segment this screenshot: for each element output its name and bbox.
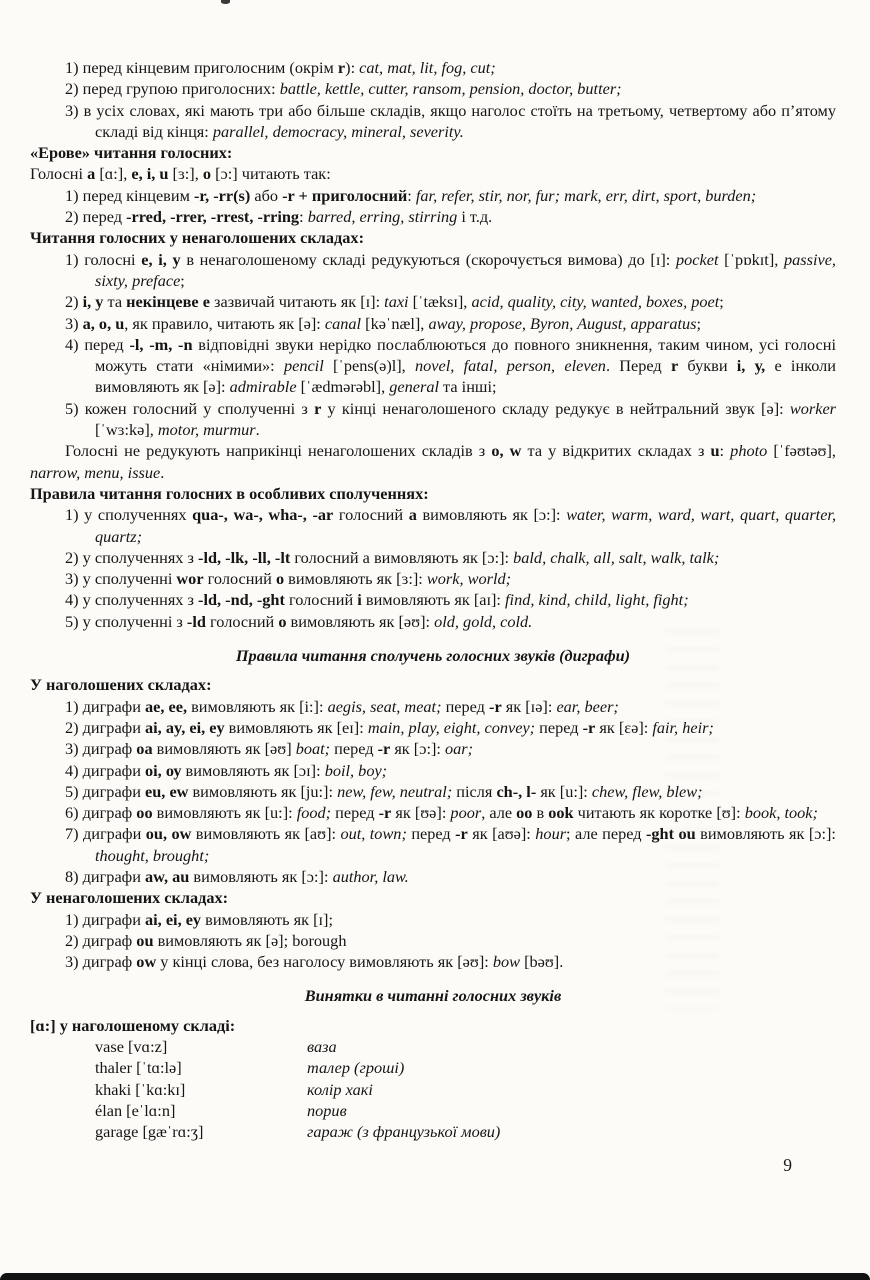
text-segment: Правила читання голосних в особливих сполученнях: (30, 483, 429, 503)
text-segment: 2) у сполученнях з (65, 547, 199, 567)
text-segment: Винятки в читанні голосних звуків (304, 986, 562, 1006)
text-segment: вимовляють як [i:]: (187, 696, 328, 716)
list-item (30, 78, 836, 99)
list-item (30, 547, 836, 568)
text-segment: ): (345, 58, 360, 77)
text-segment: : (407, 185, 416, 205)
text-segment: a (408, 505, 417, 525)
text-segment: hour (535, 824, 567, 844)
text-segment: [ˈædmərəbl], (296, 377, 390, 397)
text-segment: вимовляють як [ɔɪ]: (181, 760, 325, 780)
text-segment: Голосні (30, 164, 88, 184)
text-segment: вимовляють як [əʊ]: (286, 611, 435, 631)
text-segment: worker (789, 398, 836, 418)
text-segment: 6) диграф (65, 803, 137, 823)
text-segment: a, o, u (82, 313, 125, 333)
text-segment: oar; (444, 739, 474, 759)
text-segment: , але (481, 803, 517, 823)
text-segment: вимовляють як [ɔ:]: (695, 824, 836, 844)
text-segment: oo (136, 803, 153, 823)
text-segment: 5) кожен голосний у сполученні з (65, 398, 315, 418)
text-segment: wor (176, 569, 204, 589)
text-segment: narrow, menu, issue (30, 462, 161, 482)
text-segment: вимовляють як [əʊ] (152, 739, 296, 759)
text-segment: приголосний (311, 185, 408, 205)
glossary-row (95, 1057, 836, 1078)
text-segment: гараж (з французької мови) (307, 1122, 501, 1142)
text-segment: -l, -m, -n (129, 334, 193, 354)
section-heading (30, 142, 836, 163)
text-segment: r (314, 398, 322, 418)
text-segment: перед (331, 803, 379, 823)
text-segment: колір хакі (307, 1079, 373, 1099)
text-segment: cat, mat, lit, fog, cut; (359, 58, 496, 77)
text-segment: poor (450, 803, 482, 823)
text-segment: o, w (491, 441, 522, 461)
text-segment: -r + (282, 185, 308, 205)
glossary-translation (307, 1121, 500, 1142)
text-segment: i, у (82, 292, 104, 312)
text-segment: , як правило, читають як [ə]: (124, 313, 325, 333)
text-segment: [ˈtæksɪ], (408, 292, 472, 312)
text-segment: motor, murmur (157, 420, 256, 440)
glossary-translation (307, 1100, 347, 1121)
text-segment: thaler [ˈtɑ:lə] (95, 1058, 182, 1078)
text-segment: голосний (333, 505, 409, 525)
text-segment: o (202, 164, 212, 184)
text-segment: Правила читання сполучень голосних звуків (диграфи) (235, 646, 631, 666)
text-segment: fair, heir; (652, 717, 714, 737)
text-segment: талер (гроші) (307, 1058, 405, 1078)
text-segment: -r, -rr(s) (193, 185, 251, 205)
text-segment: 1) перед кінцевим (65, 185, 194, 205)
text-segment: 1) перед кінцевим приголосним (окрім (65, 58, 338, 77)
text-segment: r (670, 356, 679, 376)
text-segment: 3) (65, 313, 83, 333)
text-segment: 2) перед групою приголосних: (65, 79, 280, 99)
text-segment: 2) диграф (65, 930, 137, 950)
glossary-term (95, 1057, 307, 1078)
text-segment: [ɔ:] читають так: (211, 164, 331, 184)
text-segment: ae, ee, (145, 696, 188, 716)
text-segment: thought, brought; (95, 845, 210, 865)
text-segment: ; але перед (566, 824, 646, 844)
text-segment: pencil (283, 356, 324, 376)
text-segment: в ненаголошеному складі редукуються (скорочується вимова) до [ɪ]: (180, 249, 676, 269)
text-segment: out, town; (340, 824, 407, 844)
text-segment: зазвичай читають як [ɪ]: (209, 292, 385, 312)
text-segment: : (226, 143, 233, 163)
list-item (30, 611, 836, 632)
text-segment: -ld, -nd, -ght (198, 590, 285, 610)
list-item (30, 568, 836, 589)
text-segment: garage [gæˈrɑ:ʒ] (95, 1122, 204, 1142)
text-segment: admirable (229, 377, 297, 397)
text-segment: у кінці слова, без наголосу вимовляють як [əʊ]: (156, 952, 493, 972)
text-segment: У наголошених складах: (30, 675, 212, 695)
text-segment: barred, erring, stirring (307, 207, 458, 227)
list-item (30, 291, 836, 312)
text-segment: або (250, 185, 283, 205)
text-segment: canal (324, 313, 362, 333)
text-segment: ch-, l- (496, 781, 537, 801)
list-item (30, 398, 836, 441)
text-segment: в (532, 803, 549, 823)
text-segment: . (160, 462, 165, 482)
glossary-term (95, 1036, 307, 1057)
glossary-term (95, 1121, 307, 1142)
text-segment: -r (489, 696, 502, 716)
text-segment: new, few, neutral; (337, 781, 453, 801)
text-segment: oi, оу (145, 760, 182, 780)
text-segment: читають як коротке [ʊ]: (573, 803, 745, 823)
text-segment: oa (136, 739, 153, 759)
text-segment: 1) диграфи (65, 696, 146, 716)
text-segment: [ɜ:], (168, 164, 203, 184)
text-segment: battle, kettle, cutter, ransom, pension, doctor, butter; (279, 79, 622, 99)
text-segment: букви (678, 356, 737, 376)
text-segment: author, law. (332, 866, 409, 886)
text-segment: -rred, -rrer, -rrest, -rring (126, 207, 300, 227)
list-item (30, 249, 836, 292)
text-segment: [kəˈnæl], (361, 313, 429, 333)
text-segment: некінцеве е (126, 292, 210, 312)
text-segment: old, gold, cold. (434, 611, 533, 631)
text-segment: перед (330, 739, 378, 759)
text-line (30, 163, 836, 184)
text-segment: та (103, 292, 127, 312)
text-segment: qua-, wa-, wha-, -ar (192, 505, 334, 525)
text-segment: . Перед (605, 356, 671, 376)
text-segment: -ld (186, 611, 206, 631)
text-segment: порив (307, 1100, 347, 1120)
list-item (30, 589, 836, 610)
text-segment: -r (455, 824, 468, 844)
text-segment: i, у, (736, 356, 766, 376)
text-segment: : (719, 441, 731, 461)
text-segment: 5) у сполученні з (65, 611, 187, 631)
text-segment: 2) перед (65, 207, 127, 227)
text-segment: 1) диграфи (65, 909, 146, 929)
text-segment: 1) голосні (65, 249, 142, 269)
text-segment: ; (180, 270, 185, 290)
glossary-row (95, 1036, 836, 1057)
text-segment: перед (535, 717, 583, 737)
text-segment: chew, flew, blew; (591, 781, 703, 801)
glossary-translation (307, 1079, 373, 1100)
glossary-row (95, 1100, 836, 1121)
text-segment: general (389, 377, 439, 397)
text-segment: eu, ew (145, 781, 189, 801)
text-segment: taxi (384, 292, 409, 312)
text-segment: 4) диграфи (65, 760, 146, 780)
text-segment: ; (719, 292, 724, 312)
scan-bleed-artifact (665, 630, 720, 1010)
text-segment: main, play, eight, convey; (367, 717, 536, 737)
text-segment: голосний (205, 611, 279, 631)
text-segment: у кінці ненаголошеного складу редукує в нейтральний звук [ə]: (321, 398, 790, 418)
text-segment: [ˈpɒkɪt], (718, 249, 784, 269)
list-item (30, 100, 836, 143)
text-segment: passive, sixty, preface (95, 249, 836, 290)
text-segment: ook (548, 803, 574, 823)
text-segment: 4) у сполученнях з (65, 590, 199, 610)
text-segment: 8) диграфи (65, 866, 146, 886)
text-segment: як [ɛə]: (595, 717, 653, 737)
text-segment: pocket (675, 249, 719, 269)
text-segment: як [u:]: (536, 781, 592, 801)
text-segment: -ld, -lk, -ll, -lt (198, 547, 291, 567)
text-segment: 2) диграфи (65, 717, 146, 737)
text-segment: Голосні не редукують наприкінці ненаголошених складів з (65, 441, 492, 461)
text-segment: o (278, 611, 287, 631)
text-segment: . (255, 420, 260, 440)
text-segment: та інші; (438, 377, 497, 397)
text-segment: ow (136, 952, 157, 972)
text-segment: novel, fatal, person, eleven (415, 356, 606, 376)
text-segment: У ненаголошених складах: (30, 888, 229, 908)
text-segment: 3) в усіх словах, які мають три або більше складів, якщо наголос стоїть на третьому, четвертому або п’ятому складі від кінця: (65, 100, 836, 141)
text-segment: 2) (65, 292, 83, 312)
text-segment: bow (492, 952, 521, 972)
text-segment: ai, ay, ei, ey (145, 717, 225, 737)
text-segment: bald, chalk, all, salt, walk, talk; (513, 547, 720, 567)
text-segment: 3) диграф (65, 952, 137, 972)
text-segment: «Ерове» читання голосних (30, 143, 227, 163)
text-segment: work, world; (426, 569, 512, 589)
text-segment: [ˈwɜ:kə], (95, 420, 158, 440)
text-segment: photo (730, 441, 768, 461)
text-segment: -r (582, 717, 596, 737)
text-segment: vase [vɑ:z] (95, 1037, 168, 1057)
text-segment: ou, ow (145, 824, 192, 844)
text-segment: oo (516, 803, 533, 823)
text-segment: ; (696, 313, 702, 333)
section-heading (30, 1015, 836, 1036)
text-segment: ou (136, 930, 154, 950)
glossary-term (95, 1100, 307, 1121)
text-segment: acid, quality, city, wanted, boxes, poet (471, 292, 720, 312)
text-segment: i (357, 590, 362, 610)
text-segment: parallel, democracy, mineral, severity. (212, 121, 464, 141)
text-segment: ear, beer; (556, 696, 619, 716)
text-segment: o (275, 569, 285, 589)
scan-edge-artifact (0, 1273, 870, 1280)
glossary-translation (307, 1036, 337, 1057)
text-segment: перед (406, 824, 456, 844)
text-segment: ваза (307, 1037, 337, 1057)
text-segment: aegis, seat, meat; (327, 696, 442, 716)
text-segment: вимовляють як [aɪ]: (361, 590, 506, 610)
text-segment: water, warm, ward, wart, quart, quarter, quartz; (95, 505, 837, 546)
text-segment: u (710, 441, 720, 461)
list-item (30, 185, 836, 206)
text-segment: 5) диграфи (65, 781, 146, 801)
text-segment: 3) у сполученні (65, 569, 177, 589)
list-item (30, 504, 836, 547)
text-segment: перед (441, 696, 490, 716)
text-segment: food; (296, 803, 332, 823)
text-segment: вимовляють як [ɜ:]: (284, 569, 427, 589)
text-segment: [ɑ:] у наголошеному складі: (30, 1015, 236, 1035)
section-heading (30, 483, 836, 504)
text-segment: e, i, у (141, 249, 181, 269)
text-segment: [ɑ:], (95, 164, 132, 184)
text-segment: е інколи вимовляють як [ə]: (95, 356, 836, 397)
text-segment: away, propose, Byron, August, apparatus (428, 313, 697, 333)
text-segment: вимовляють як [ɪ]; (201, 909, 333, 929)
list-item (30, 206, 836, 227)
text-segment: far, refer, stir, nor, fur; mark, err, dirt, sport, burden; (415, 185, 757, 205)
text-segment: як [ɔ:]: (390, 739, 445, 759)
text-segment: -ght ou (646, 824, 696, 844)
section-heading (30, 227, 836, 248)
text-segment: [ˈpens(ə)l], (323, 356, 415, 376)
text-segment: book, took; (744, 803, 818, 823)
text-segment: вимовляють як [ɔ:]: (416, 505, 567, 525)
list-item (30, 334, 836, 398)
text-segment: 7) диграфи (65, 824, 146, 844)
text-segment: як [aʊə]: (467, 824, 536, 844)
glossary-term (95, 1079, 307, 1100)
glossary-row (95, 1121, 836, 1142)
text-segment: після (452, 781, 497, 801)
text-segment: 1) у сполученнях (65, 505, 193, 525)
text-segment: вимовляють як [ə]; borough (153, 930, 347, 950)
text-segment: find, kind, child, light, fight; (505, 590, 689, 610)
text-segment: ai, ei, ey (145, 909, 202, 929)
text-segment: Читання голосних у ненаголошених складах: (30, 228, 364, 248)
text-segment: élan [eˈlɑ:n] (95, 1100, 176, 1120)
list-item (30, 57, 836, 78)
text-segment: e, i, u (131, 164, 169, 184)
text-segment: вимовляють як [ju:]: (188, 781, 338, 801)
text-segment: як [ʊə]: (391, 803, 451, 823)
text-segment: -r (378, 803, 392, 823)
glossary-translation (307, 1057, 404, 1078)
text-segment: boil, boy; (324, 760, 388, 780)
text-segment: вимовляють як [aʊ]: (191, 824, 341, 844)
text-segment: вимовляють як [eɪ]: (224, 717, 368, 737)
text-segment: khaki [ˈkɑ:kɪ] (95, 1079, 186, 1099)
text-segment: aw, au (145, 866, 190, 886)
text-segment: голосний (203, 569, 276, 589)
scan-speck-artifact (221, 0, 230, 4)
text-segment: як [ɪə]: (501, 696, 557, 716)
list-item (30, 313, 836, 334)
text-segment: a (87, 164, 96, 184)
text-segment: відповідні звуки нерідко послаблюються до повного зникнення, таким чином, усі голосні можуть стати «німими»: (95, 334, 836, 376)
glossary-row (95, 1079, 836, 1100)
text-segment: [bəʊ]. (520, 952, 564, 972)
text-segment: 3) диграф (65, 739, 137, 759)
text-segment: вимовляють як [u:]: (152, 803, 297, 823)
paragraph (30, 440, 836, 483)
text-segment: голосний (284, 590, 358, 610)
text-segment: boat; (295, 739, 331, 759)
text-segment: та у відкритих складах з (521, 441, 711, 461)
text-segment: і т.д. (457, 207, 493, 227)
text-segment: -r (377, 739, 391, 759)
text-segment: [ˈfəʊtəʊ], (767, 441, 836, 461)
page-number: 9 (783, 1154, 792, 1175)
text-segment: : (299, 207, 308, 227)
text-segment: вимовляють як [ɔ:]: (189, 866, 333, 886)
text-segment: r (337, 58, 346, 77)
text-segment: голосний а вимовляють як [ɔ:]: (290, 547, 514, 567)
text-segment: 4) перед (65, 334, 130, 354)
